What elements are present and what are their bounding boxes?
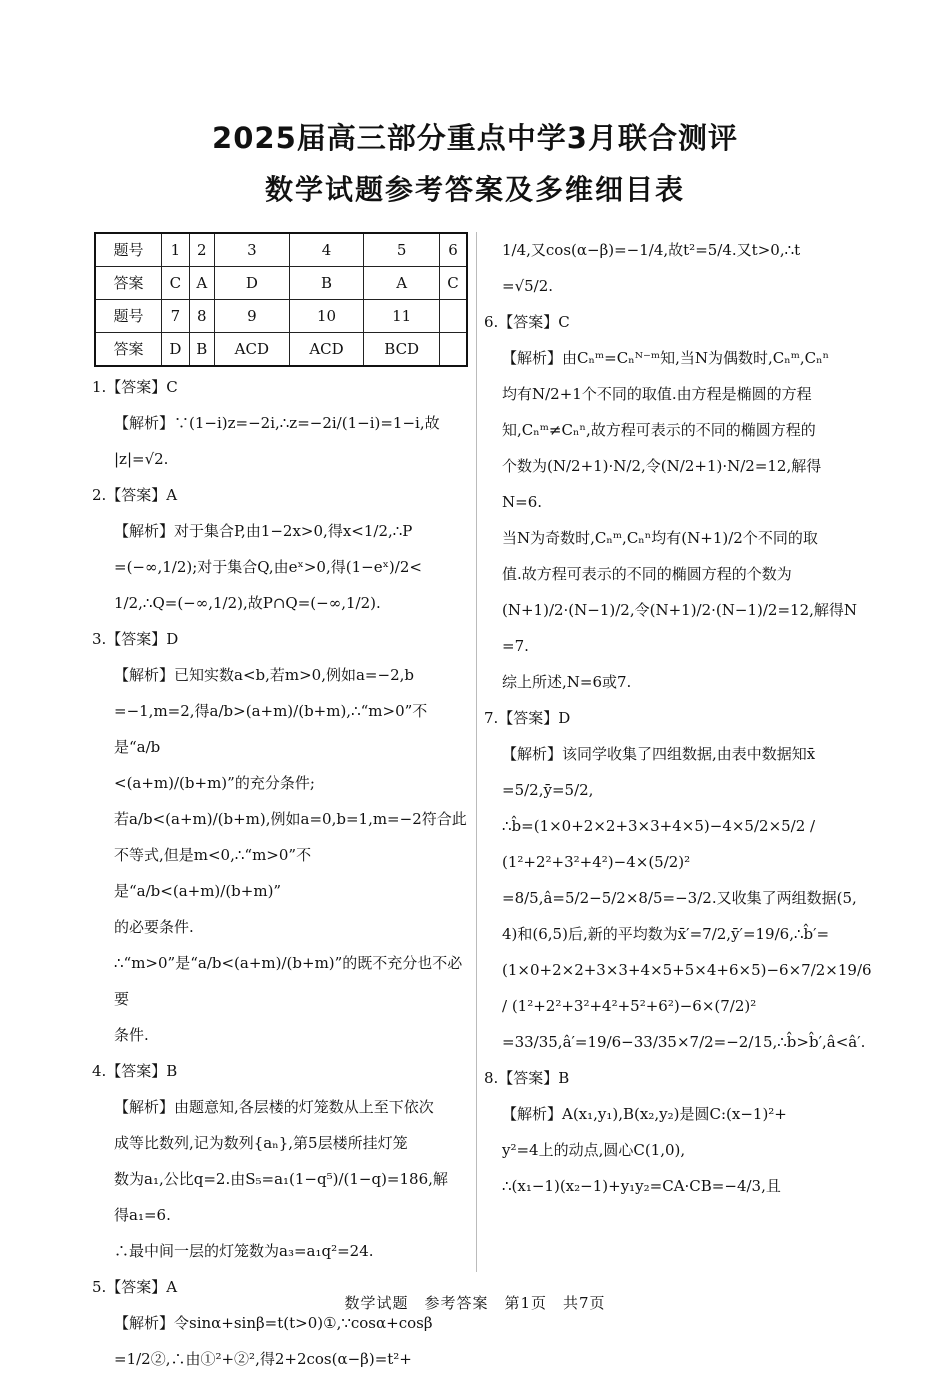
solution-line: 4)和(6,5)后,新的平均数为x̄′=7/2,ȳ′=19/6,∴b̂′=: [502, 925, 830, 943]
solution-line: =√5/2.: [502, 277, 554, 295]
page-footer: 数学试题 参考答案 第1页 共7页: [344, 1294, 606, 1312]
solution-line: ∴“m>0”是“a/b<(a+m)/(b+m)”的既不充分也不必要: [114, 954, 463, 1008]
solution-line: 的必要条件.: [114, 918, 194, 936]
answer-heading: 2.【答案】A: [92, 486, 178, 504]
solution-line: N=6.: [502, 493, 543, 511]
solution-line: 【解析】对于集合P,由1−2x>0,得x<1/2,∴P: [114, 522, 413, 540]
solution-line: 若a/b<(a+m)/(b+m),例如a=0,b=1,m=−2符合此: [114, 810, 467, 828]
solution-line: 不等式,但是m<0,∴“m>0”不是“a/b<(a+m)/(b+m)”: [114, 846, 312, 900]
answer-table-cell: ACD: [289, 333, 364, 367]
answer-table-cell: 7: [162, 300, 190, 333]
solution-line: 综上所述,N=6或7.: [502, 673, 632, 691]
solution-line: =1/2②,∴由①²+②²,得2+2cos(α−β)=t²+: [114, 1350, 412, 1368]
answer-table-cell: C: [162, 267, 190, 300]
answer-table-row: [95, 267, 467, 300]
solution-line: =5/2,ȳ=5/2,: [502, 781, 594, 799]
page-subtitle: 数学试题参考答案及多维细目表: [264, 173, 685, 206]
answer-table-cell: 答案: [95, 267, 162, 300]
answer-table-cell: ACD: [215, 333, 290, 367]
solution-line: 【解析】A(x₁,y₁),B(x₂,y₂)是圆C:(x−1)²+: [502, 1105, 787, 1123]
solution-line: 【解析】由题意知,各层楼的灯笼数从上至下依次: [114, 1098, 434, 1116]
answer-table-cell: 题号: [95, 300, 162, 333]
solution-line: 1/4,又cos(α−β)=−1/4,故t²=5/4.又t>0,∴t: [502, 241, 801, 259]
answer-table-row: [95, 300, 467, 333]
answer-table-cell: D: [162, 333, 190, 367]
solution-line: 成等比数列,记为数列{aₙ},第5层楼所挂灯笼: [114, 1134, 408, 1152]
answer-table-cell: 8: [189, 300, 214, 333]
answer-table-cell: BCD: [364, 333, 440, 367]
answer-table-cell: A: [189, 267, 214, 300]
answer-heading: 4.【答案】B: [92, 1062, 178, 1080]
right-column: [484, 232, 872, 1204]
answer-heading: 3.【答案】D: [92, 630, 179, 648]
answer-heading: 1.【答案】C: [92, 378, 178, 396]
answer-heading: 8.【答案】B: [484, 1069, 570, 1087]
answer-heading: 5.【答案】A: [92, 1278, 178, 1296]
left-column: [92, 232, 470, 1377]
solution-line: <(a+m)/(b+m)”的充分条件;: [114, 774, 315, 792]
answer-table-cell: B: [289, 267, 364, 300]
answer-heading: 6.【答案】C: [484, 313, 570, 331]
solution-line: 【解析】令sinα+sinβ=t(t>0)①,∵cosα+cosβ: [114, 1314, 433, 1332]
answer-table-cell: 5: [364, 233, 440, 267]
answer-table-cell: 题号: [95, 233, 162, 267]
solution-line: |z|=√2.: [114, 450, 169, 468]
answer-table: [94, 232, 468, 367]
solution-line: ∴b̂=(1×0+2×2+3×3+4×5)−4×5/2×5/2 / (1²+2²+3²+4²)−4×(5/2)²: [502, 817, 816, 871]
answer-table-cell: 2: [189, 233, 214, 267]
answer-table-cell: C: [440, 267, 467, 300]
answer-table-row: [95, 333, 467, 367]
solution-line: (N+1)/2·(N−1)/2,令(N+1)/2·(N−1)/2=12,解得N: [502, 601, 858, 619]
solution-line: 得a₁=6.: [114, 1206, 171, 1224]
solution-line: 当N为奇数时,Cₙᵐ,Cₙⁿ均有(N+1)/2个不同的取: [502, 529, 818, 547]
answer-table-cell: 11: [364, 300, 440, 333]
solution-line: 【解析】已知实数a<b,若m>0,例如a=−2,b: [114, 666, 414, 684]
answer-table-cell: B: [189, 333, 214, 367]
answer-table-cell: 10: [289, 300, 364, 333]
solution-line: =−1,m=2,得a/b>(a+m)/(b+m),∴“m>0”不是“a/b: [114, 702, 428, 756]
left-solutions: [92, 369, 470, 1377]
answer-table-cell: [440, 300, 467, 333]
solution-line: ∴最中间一层的灯笼数为a₃=a₁q²=24.: [114, 1242, 374, 1260]
answer-table-cell: 9: [215, 300, 290, 333]
solution-line: 知,Cₙᵐ≠Cₙⁿ,故方程可表示的不同的椭圆方程的: [502, 421, 816, 439]
solution-line: (1×0+2×2+3×3+4×5+5×4+6×5)−6×7/2×19/6 / (1²+2²+3²+4²+5²+6²)−6×(7/2)²: [502, 961, 872, 1015]
solution-line: y²=4上的动点,圆心C(1,0),: [502, 1141, 686, 1159]
answer-table-cell: 3: [215, 233, 290, 267]
solution-line: =(−∞,1/2);对于集合Q,由eˣ>0,得(1−eˣ)/2<: [114, 558, 422, 576]
answer-table-row: [95, 233, 467, 267]
solution-line: =33/35,â′=19/6−33/35×7/2=−2/15,∴b̂>b̂′,â<â′.: [502, 1033, 866, 1051]
answer-table-cell: 答案: [95, 333, 162, 367]
solution-line: 1/2,∴Q=(−∞,1/2),故P∩Q=(−∞,1/2).: [114, 594, 381, 612]
solution-line: 个数为(N/2+1)·N/2,令(N/2+1)·N/2=12,解得: [502, 457, 822, 475]
right-solutions: [484, 232, 872, 1204]
answer-table-cell: 6: [440, 233, 467, 267]
answer-table-cell: 4: [289, 233, 364, 267]
solution-line: 均有N/2+1个不同的取值.由方程是椭圆的方程: [502, 385, 812, 403]
answer-table-cell: 1: [162, 233, 190, 267]
solution-line: 【解析】该同学收集了四组数据,由表中数据知x̄: [502, 745, 816, 763]
solution-line: 值.故方程可表示的不同的椭圆方程的个数为: [502, 565, 792, 583]
answer-table-cell: A: [364, 267, 440, 300]
answer-table-cell: [440, 333, 467, 367]
answer-table-cell: D: [215, 267, 290, 300]
solution-line: =8/5,â=5/2−5/2×8/5=−3/2.又收集了两组数据(5,: [502, 889, 857, 907]
solution-line: 【解析】由Cₙᵐ=Cₙᴺ⁻ᵐ知,当N为偶数时,Cₙᵐ,Cₙⁿ: [502, 349, 830, 367]
solution-line: 条件.: [114, 1026, 149, 1044]
page-title: 2025届高三部分重点中学3月联合测评: [212, 121, 738, 155]
solution-line: 【解析】∵(1−i)z=−2i,∴z=−2i/(1−i)=1−i,故: [114, 414, 440, 432]
answer-heading: 7.【答案】D: [484, 709, 571, 727]
solution-line: =7.: [502, 637, 529, 655]
solution-line: 数为a₁,公比q=2.由S₅=a₁(1−q⁵)/(1−q)=186,解: [114, 1170, 448, 1188]
column-divider: [476, 232, 477, 1272]
solution-line: ∴(x₁−1)(x₂−1)+y₁y₂=CA·CB=−4/3,且: [502, 1177, 781, 1195]
